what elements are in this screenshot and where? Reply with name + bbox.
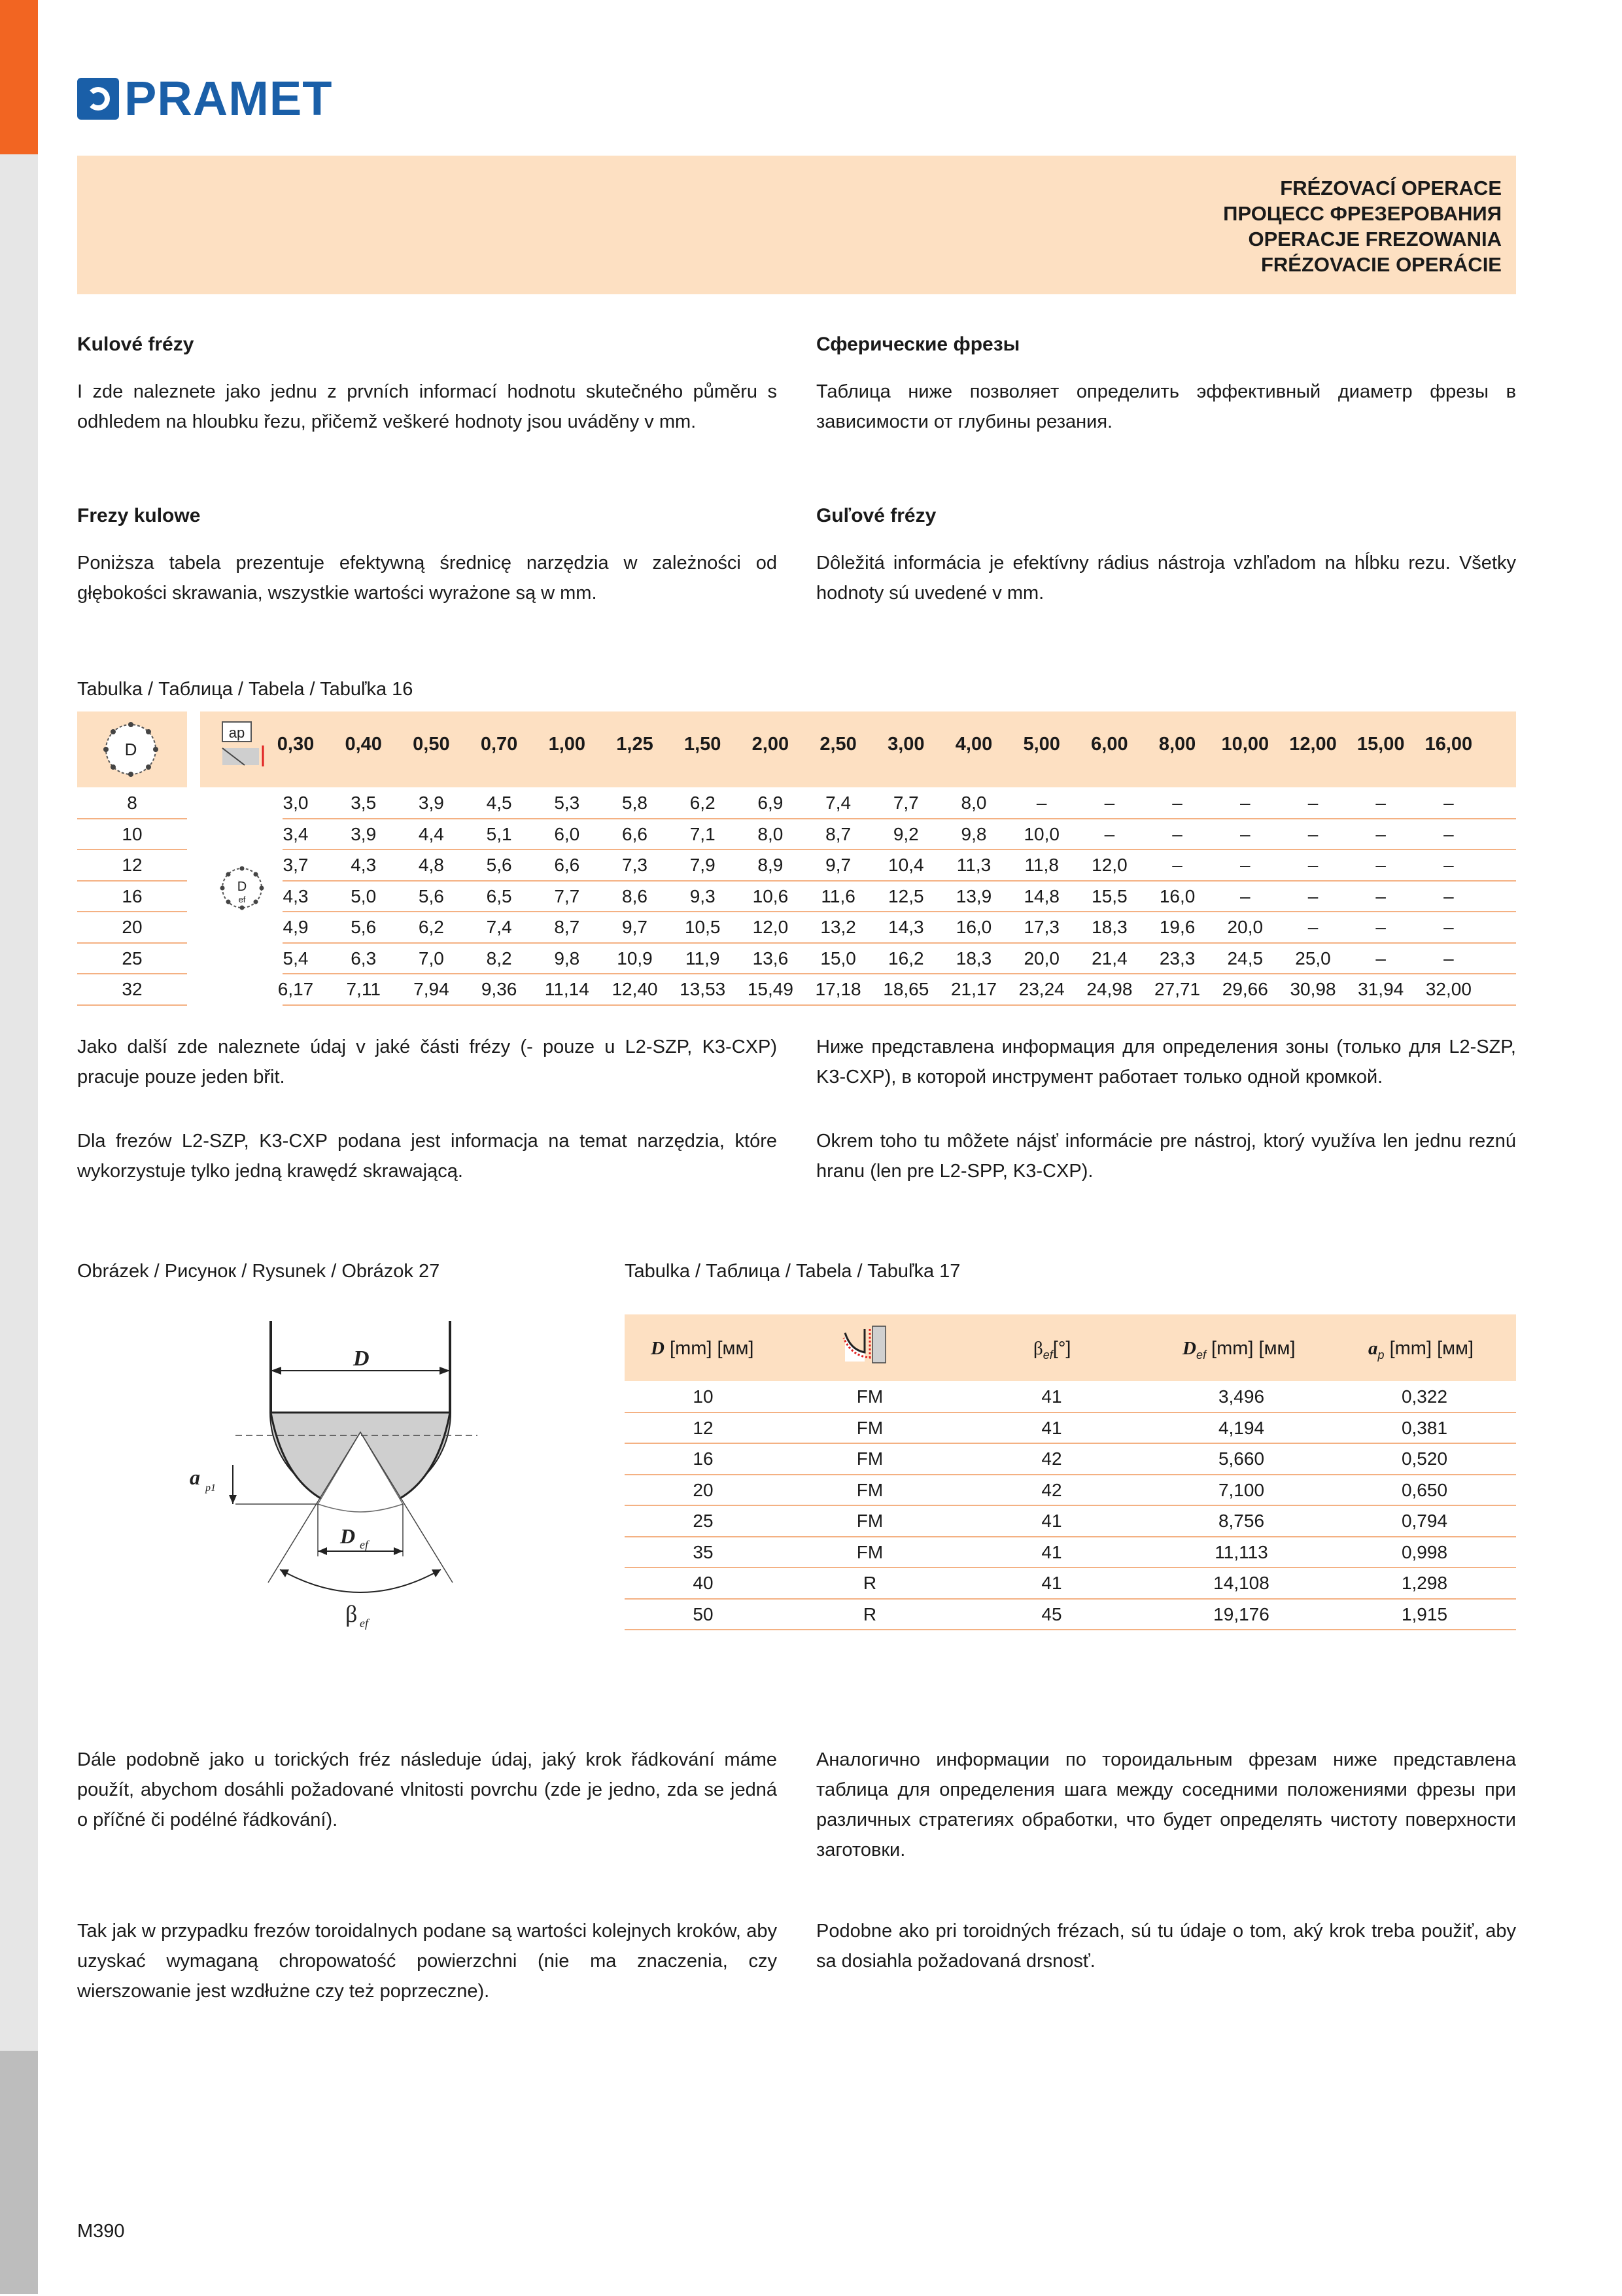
table16-value-cell: – [1104,793,1115,813]
table16-value-cell: – [1375,885,1386,906]
table16-value-cell: – [1443,948,1454,968]
table17-cell-type: FM [856,1541,884,1562]
table17-cell-d: 10 [693,1386,714,1407]
table16-value-cell: 4,3 [351,855,377,875]
svg-text:ap: ap [228,725,245,741]
table16-value-cell: – [1443,885,1454,906]
table16-row-divider [77,1004,187,1006]
table17-cell-type: FM [856,1386,884,1407]
side-tab-strip [0,0,38,2294]
table16-value-cell: 11,14 [544,979,589,999]
table16-value-cell: 13,9 [956,885,992,906]
table16-header-cell: 0,30 [277,734,315,755]
table16-value-cell: 9,8 [961,823,987,844]
table16-diameter-cell: 16 [122,885,143,906]
table16-value-cell: 18,3 [956,948,992,968]
table16-value-cell: 9,36 [481,979,517,999]
table17-cell-d: 25 [693,1511,714,1531]
table16-value-cell: 3,9 [351,823,377,844]
table16-value-cell: – [1240,855,1251,875]
table16-header-cell: 15,00 [1356,734,1405,755]
table17-cell-d: 20 [693,1479,714,1500]
svg-text:β: β [345,1601,358,1627]
table16-value-cell: – [1307,855,1319,875]
table16-value-cell: 12,5 [888,885,924,906]
table16-value-cell: 5,8 [622,793,647,813]
table17-cell-type: FM [856,1417,884,1438]
table16-value-cell: 3,7 [283,855,309,875]
table17-cell-d: 16 [693,1448,714,1469]
side-tab [0,913,38,1105]
para2-pl: Dla frezów L2-SZP, K3-CXP podana jest informacja na temat narzędzia, które wykorzystuje tylko jedną krawędź skrawającą. [77,1131,777,1182]
table16-value-cell: 21,4 [1092,948,1128,968]
table17-cell-ap: 0,381 [1401,1417,1448,1438]
table16-value-cell: 4,5 [486,793,512,813]
table17-cell-def: 7,100 [1218,1479,1265,1500]
brand-name: PRAMET [124,71,333,126]
table16-value-cell: – [1240,885,1251,906]
table16-value-cell: 6,17 [277,979,314,999]
table16-value-cell: 7,4 [825,793,852,813]
section-title-cz: Kulové frézy [77,334,194,355]
table16-value-cell: 17,18 [815,979,861,999]
table16-value-cell: – [1240,793,1251,813]
table16-value-cell: – [1307,917,1319,937]
table16-value-cell: 32,00 [1425,979,1472,999]
table16-value-cell: 12,0 [1092,855,1128,875]
section-title-sk: Guľové frézy [816,505,937,526]
table16-value-cell: 4,8 [418,855,444,875]
table16-value-cell: 5,0 [351,885,377,906]
table16-value-cell: 5,6 [486,855,512,875]
table16-value-cell: – [1443,855,1454,875]
side-tab [0,1292,38,1484]
table16-value-cell: 5,4 [283,948,309,968]
table17-cell-ap: 0,520 [1401,1448,1448,1469]
table16-value-cell: 3,0 [283,793,309,813]
table17-cell-ap: 1,915 [1401,1603,1448,1624]
table16-value-cell: 7,7 [554,885,580,906]
table17-row-divider [625,1567,1516,1568]
table16-value-cell: – [1375,917,1386,937]
table16-value-cell: 8,2 [486,948,512,968]
table17-cell-def: 11,113 [1215,1541,1268,1562]
table17-header-ap: $a_p$ [mm] [мм] [1368,1338,1474,1362]
table17-header-beta: $\beta_{ef}[^\circ]$ [1033,1338,1071,1362]
table16-value-cell: 23,24 [1018,979,1065,999]
table17-cell-beta: 41 [1041,1573,1062,1593]
table16-value-cell: 6,9 [757,793,784,813]
side-tab [0,723,38,915]
table16-value-cell: 8,7 [825,823,852,844]
side-tab [0,534,38,725]
table16-diameter-cell: 32 [122,979,143,999]
table16-value-cell: 8,9 [757,855,784,875]
table16-header-cell: 2,00 [751,734,789,755]
table16-row-divider [283,973,1516,974]
side-tab [0,1103,38,1294]
table17-cell-beta: 45 [1041,1603,1062,1624]
table16-row-divider [77,911,187,912]
table17-header-diameter: D [mm] [мм] [651,1338,754,1359]
section-text-pl: Poniższa tabela prezentuje efektywną średnicę narzędzia w zależności od głębokości skrawania, wszystkie wartości wyrażone są w mm. [77,553,777,604]
table17-cell-def: 4,194 [1218,1417,1265,1438]
table16-value-cell: 5,1 [486,823,512,844]
page-number: M390 [77,2221,125,2242]
table17-row-divider [625,1474,1516,1475]
para3-ru: Аналогично информации по тороидальным фрезам ниже представлена таблица для определения шага между соседними положениями фрезы при различных стратегиях обработки, что будет определять чистоту поверхности заготовки. [816,1749,1516,1860]
insert-type-icon [838,1324,891,1369]
table16-value-cell: – [1104,823,1115,844]
table16-value-cell: 31,94 [1358,979,1404,999]
section-title-ru: Сферические фрезы [816,334,1020,355]
svg-text:ef: ef [238,895,246,904]
table17-cell-d: 40 [693,1573,714,1593]
table16-value-cell: – [1172,823,1182,844]
svg-text:p1: p1 [205,1482,216,1494]
table17-cell-type: R [863,1573,877,1593]
table17-header-def: $D_{ef}$ [mm] [мм] [1182,1338,1296,1362]
table16-diameter-cell: 25 [122,948,143,968]
table16-value-cell: 6,6 [554,855,580,875]
table16-value-cell: 13,53 [680,979,726,999]
table16-header-cell: 5,00 [1023,734,1060,755]
table16-value-cell: 6,3 [351,948,377,968]
table17-row-divider [625,1443,1516,1444]
table16-header-cell: 0,40 [345,734,382,755]
side-tab [0,1861,38,2053]
table17-cell-beta: 42 [1041,1448,1062,1469]
side-tab [0,1482,38,1673]
table16-value-cell: 7,7 [893,793,919,813]
table16-row-divider [283,911,1516,912]
table16-value-cell: 30,98 [1290,979,1336,999]
header-title-ru: ПРОЦЕСС ФРЕЗЕРОВАНИЯ [1223,202,1502,225]
table16-value-cell: 3,5 [351,793,377,813]
side-tab [0,1671,38,1863]
section-text-sk: Dôležitá informácia je efektívny rádius nástroja vzhľadom na hĺbku rezu. Všetky hodnoty sú uvedené v mm. [816,553,1516,604]
table16-value-cell: 4,3 [283,885,309,906]
table16-value-cell: – [1307,885,1319,906]
table16-value-cell: 12,0 [752,917,789,937]
table16-value-cell: 6,6 [622,823,647,844]
side-tab [0,2051,38,2296]
table16-row-divider [77,849,187,850]
table16-value-cell: – [1443,823,1454,844]
header-title-pl: OPERACJE FREZOWANIA [1248,228,1502,250]
svg-text:D: D [124,740,137,759]
table16-value-cell: – [1443,793,1454,813]
table16-value-cell: 6,2 [418,917,444,937]
table16-value-cell: 7,4 [486,917,512,937]
table16-row-divider [283,880,1516,882]
table16-value-cell: – [1375,793,1386,813]
cutter-diameter-icon [98,718,164,781]
table16-header-cell: 8,00 [1158,734,1196,755]
table16-value-cell: 12,40 [612,979,658,999]
table16-value-cell: 10,9 [617,948,653,968]
table16-value-cell: 4,9 [283,917,309,937]
table17-cell-beta: 41 [1041,1541,1062,1562]
table17-row-divider [625,1598,1516,1600]
table16-diameter-cell: 8 [127,793,137,813]
para2-sk: Okrem toho tu môžete nájsť informácie pre nástroj, ktorý využíva len jednu reznú hranu (len pre L2-SPP, K3-CXP). [816,1131,1516,1182]
table16-header-cell: 4,00 [955,734,993,755]
table16-diameter-cell: 10 [122,823,143,844]
table16-value-cell: 7,0 [418,948,444,968]
table16-row-divider [283,849,1516,850]
table16-header-cell: 1,25 [616,734,653,755]
table16-value-cell: 21,17 [950,979,997,999]
table16-header-cell: 3,00 [888,734,925,755]
table16-value-cell: 20,0 [1227,917,1264,937]
header-title-cz: FRÉZOVACÍ OPERACE [1280,177,1502,199]
table16-value-cell: 9,8 [554,948,580,968]
table16-row-divider [77,880,187,882]
table16-value-cell: 18,3 [1092,917,1128,937]
pramet-logo [77,73,332,124]
table16-value-cell: 6,5 [486,885,512,906]
table16-value-cell: – [1375,948,1386,968]
side-tab [0,154,38,346]
effective-diameter-icon [216,862,268,914]
table16-value-cell: 6,0 [554,823,580,844]
table17-cell-type: FM [856,1448,884,1469]
table16-value-cell: 13,6 [752,948,789,968]
table16-header-cell: 0,50 [413,734,450,755]
table16-row-divider [283,942,1516,944]
side-tab [0,344,38,536]
table16-value-cell: 4,4 [418,823,444,844]
table16-value-cell: 15,5 [1092,885,1128,906]
table17-cell-def: 14,108 [1213,1573,1269,1593]
table16-value-cell: 24,98 [1086,979,1133,999]
table16-value-cell: 6,2 [689,793,716,813]
table17-cell-d: 50 [693,1603,714,1624]
table16-value-cell: 8,6 [622,885,647,906]
section-text-cz: I zde naleznete jako jednu z prvních informací hodnotu skutečného půměru s odhledem na hloubku řezu, přičemž veškeré hodnoty jsou uváděny v mm. [77,381,777,432]
table17-cell-d: 12 [693,1417,714,1438]
table16-value-cell: 3,4 [283,823,309,844]
table16-value-cell: – [1240,823,1251,844]
table17-cell-ap: 0,322 [1401,1386,1448,1407]
table16-value-cell: 10,6 [752,885,789,906]
table16-row-divider [77,942,187,944]
table16-value-cell: 7,94 [413,979,449,999]
table16-value-cell: – [1375,855,1386,875]
figure27-caption: Obrázek / Рисунок / Rysunek / Obrázok 27 [77,1261,440,1282]
table16-value-cell: 27,71 [1154,979,1201,999]
table16-header-cell: 6,00 [1091,734,1128,755]
table16-value-cell: 11,3 [956,855,992,875]
table16-value-cell: 16,2 [888,948,924,968]
table17-row-divider [625,1536,1516,1537]
table17-cell-ap: 1,298 [1401,1573,1448,1593]
table16-caption: Tabulka / Таблица / Tabela / Tabuľka 16 [77,679,413,700]
table16-row-divider [77,973,187,974]
table17-cell-def: 8,756 [1218,1511,1265,1531]
table17-row-divider [625,1412,1516,1413]
table17-cell-beta: 41 [1041,1511,1062,1531]
table16-value-cell: 8,0 [757,823,784,844]
section-title-pl: Frezy kulowe [77,505,201,526]
table16-value-cell: 11,6 [821,885,855,906]
ball-mill-diagram [164,1308,504,1648]
table16-value-cell: 9,7 [825,855,852,875]
table16-header-cell: 2,50 [820,734,857,755]
table16-value-cell: 13,2 [820,917,856,937]
para2-ru: Ниже представлена информация для определения зоны (только для L2-SZP, K3-CXP), в которой инструмент работает только одной кромкой. [816,1037,1516,1088]
table17-cell-ap: 0,794 [1401,1511,1448,1531]
table16-value-cell: 7,11 [346,979,381,999]
table16-value-cell: 29,66 [1222,979,1268,999]
table16-header-cell: 1,50 [683,734,721,755]
table16-value-cell: 16,0 [956,917,992,937]
table17-cell-type: FM [856,1479,884,1500]
table16-value-cell: 19,6 [1159,917,1196,937]
table16-value-cell: 24,5 [1227,948,1264,968]
table16-value-cell: 7,3 [622,855,647,875]
svg-text:D: D [353,1346,370,1371]
table16-value-cell: 18,65 [883,979,929,999]
table17-caption: Tabulka / Таблица / Tabela / Tabuľka 17 [625,1261,961,1282]
table16-value-cell: 9,7 [622,917,647,937]
table16-value-cell: 8,7 [554,917,580,937]
table17-row-divider [625,1505,1516,1506]
table16-value-cell: – [1307,793,1319,813]
table16-value-cell: – [1172,793,1182,813]
table16-row-divider [77,818,187,819]
svg-text:D: D [237,880,247,894]
table16-header-cell: 0,70 [480,734,518,755]
side-tab-active [0,0,38,156]
table16-value-cell: 10,4 [888,855,924,875]
table17-cell-beta: 42 [1041,1479,1062,1500]
para3-cz: Dále podobně jako u torických fréz následuje údaj, jaký krok řádkování máme použít, abychom dosáhli požadované vlnitosti povrchu (zde je jedno, zda se jedná o příčné či podélné řádkování). [77,1749,777,1830]
table17-cell-def: 3,496 [1218,1386,1265,1407]
table16-diameter-cell: 20 [122,917,143,937]
table17-cell-ap: 0,650 [1401,1479,1448,1500]
table16-value-cell: 8,0 [961,793,987,813]
table16-value-cell: 17,3 [1024,917,1060,937]
pramet-logo-mark-icon [77,78,119,120]
header-title-sk: FRÉZOVACIE OPERÁCIE [1260,253,1502,276]
table16-value-cell: – [1172,855,1182,875]
table16-value-cell: 7,1 [689,823,716,844]
table16-value-cell: 11,8 [1024,855,1059,875]
table16-diameter-cell: 12 [122,855,143,875]
table16-value-cell: 9,2 [893,823,919,844]
table16-value-cell: 16,0 [1159,885,1196,906]
section-text-ru: Таблица ниже позволяет определить эффективный диаметр фрезы в зависимости от глубины резания. [816,381,1516,432]
table16-value-cell: 9,3 [689,885,716,906]
table17-cell-ap: 0,998 [1401,1541,1448,1562]
table16-value-cell: 15,0 [820,948,856,968]
table16-value-cell: – [1443,917,1454,937]
table16-value-cell: 5,6 [418,885,444,906]
table16-value-cell: 20,0 [1024,948,1060,968]
table17-cell-beta: 41 [1041,1386,1062,1407]
table16-value-cell: 14,8 [1024,885,1060,906]
table16-header-cell: 10,00 [1221,734,1269,755]
table16-value-cell: 3,9 [418,793,444,813]
svg-text:ef: ef [360,1538,368,1551]
svg-text:a: a [190,1465,200,1489]
header-titles [1223,175,1502,277]
table17-cell-def: 19,176 [1213,1603,1269,1624]
table16-value-cell: 5,3 [554,793,580,813]
table16-header-cell: 1,00 [548,734,586,755]
table16-value-cell: 15,49 [747,979,793,999]
table17-cell-d: 35 [693,1541,714,1562]
para2-cz: Jako další zde naleznete údaj v jaké části frézy (- pouze u L2-SZP, K3-CXP) pracuje pouze jeden břit. [77,1037,777,1088]
table16-value-cell: 23,3 [1159,948,1196,968]
table17-row-divider [625,1629,1516,1630]
table16-value-cell: 14,3 [888,917,924,937]
table16-value-cell: 5,6 [351,917,377,937]
table17-cell-beta: 41 [1041,1417,1062,1438]
table16-value-cell: 25,0 [1295,948,1331,968]
table16-header-cell: 16,00 [1424,734,1473,755]
table16-header-cell: 12,00 [1289,734,1337,755]
table17-cell-def: 5,660 [1218,1448,1265,1469]
table16-value-cell: 7,9 [689,855,716,875]
table16-value-cell: – [1375,823,1386,844]
table16-value-cell: – [1307,823,1319,844]
table16-value-cell: 10,0 [1024,823,1060,844]
table16-value-cell: 11,9 [685,948,720,968]
table17-cell-type: FM [856,1511,884,1531]
para3-pl: Tak jak w przypadku frezów toroidalnych podane są wartości kolejnych kroków, aby uzyskać wymaganą chropowatość powierzchni (nie ma znaczenia, czy wierszowanie jest wzdłużne czy też poprzeczne). [77,1921,777,2002]
svg-text:D: D [340,1524,356,1548]
table16-value-cell: 10,5 [684,917,721,937]
table16-row-divider [283,1004,1516,1006]
svg-text:ef: ef [360,1617,368,1630]
para3-sk: Podobne ako pri toroidných frézach, sú tu údaje o tom, aký krok treba použiť, aby sa dosiahla požadovaná drsnosť. [816,1921,1516,1972]
header-band [77,156,1516,294]
table17-cell-type: R [863,1603,877,1624]
table16-row-divider [283,818,1516,819]
table16-value-cell: – [1036,793,1047,813]
